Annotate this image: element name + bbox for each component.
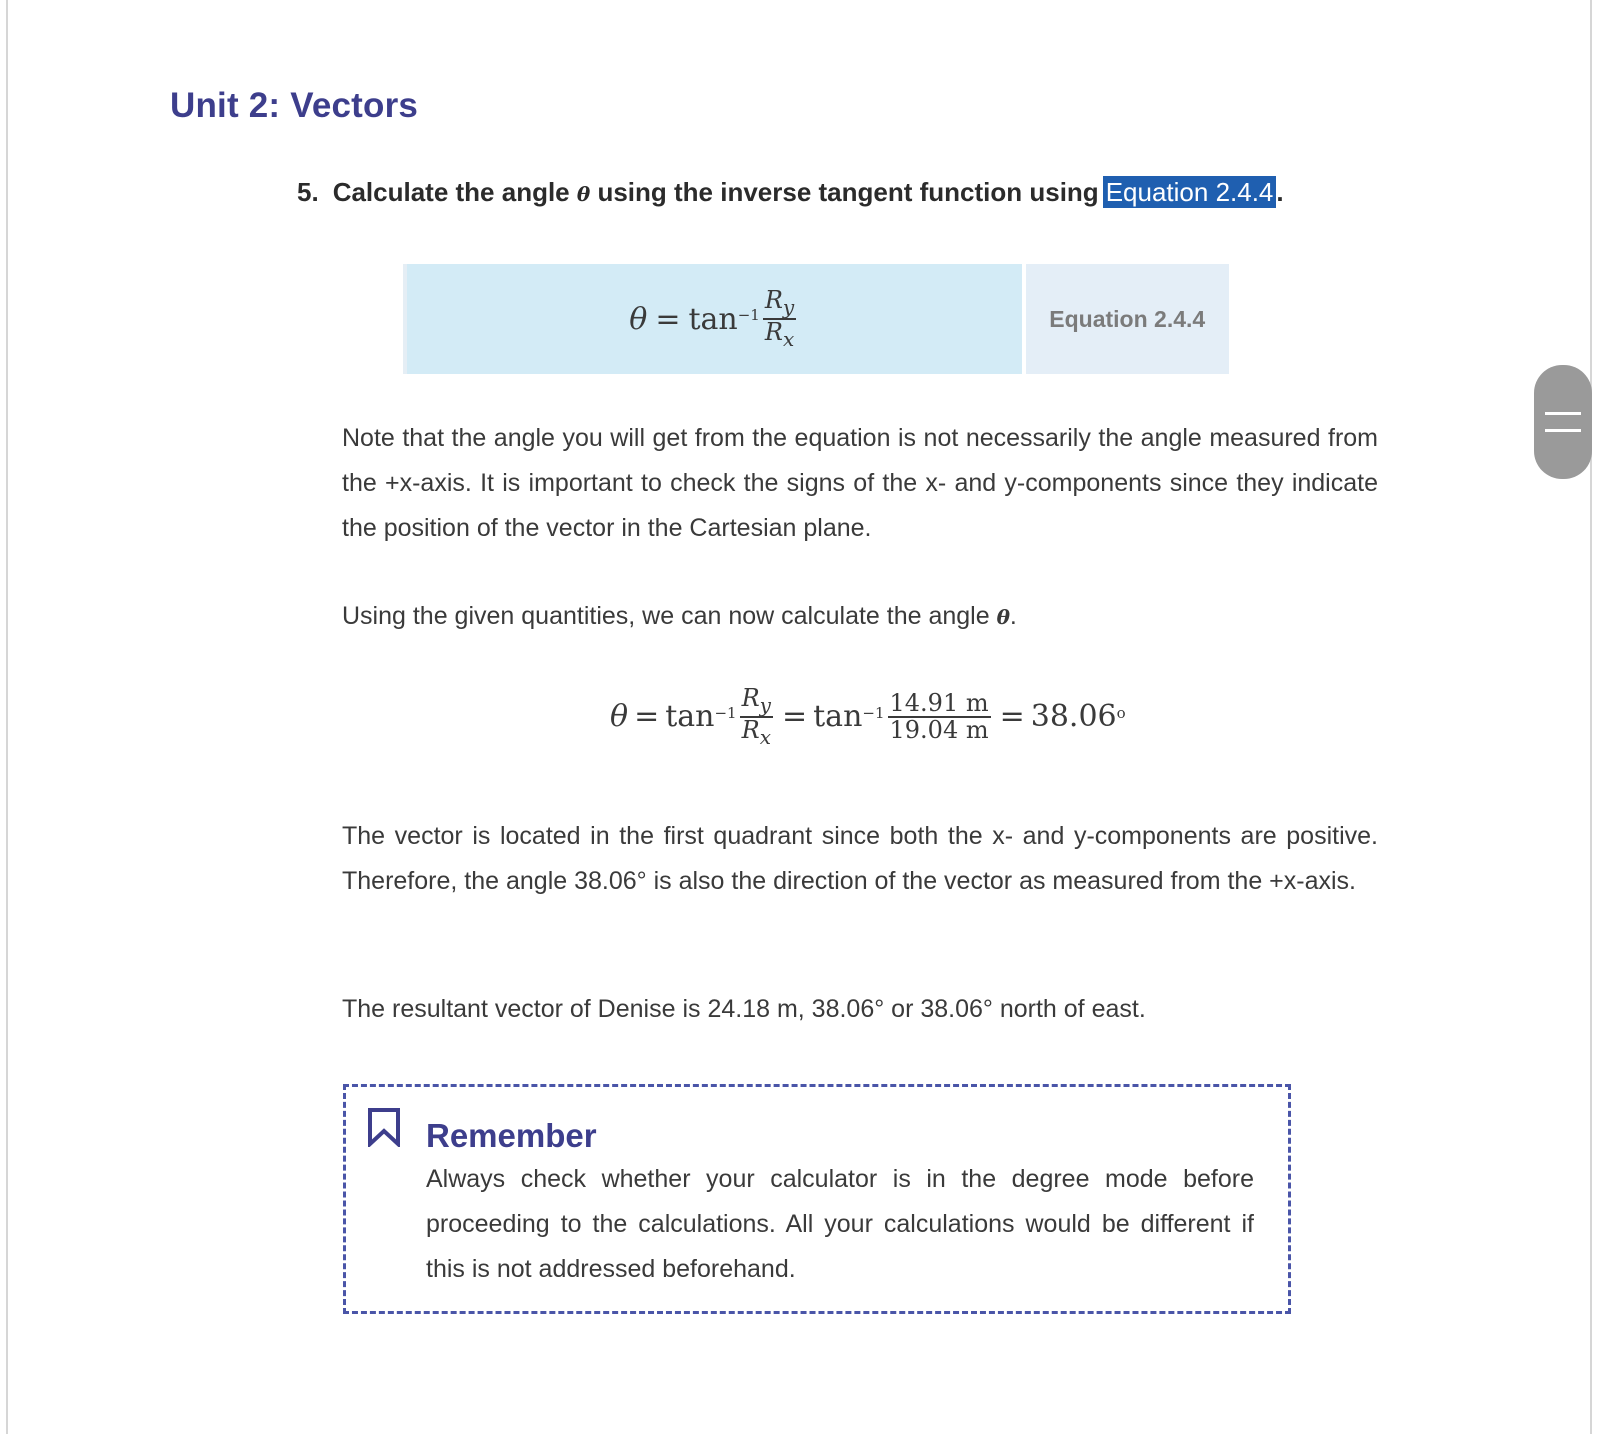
using-theta: θ bbox=[996, 605, 1010, 629]
calc-den-value: 19.04 m bbox=[889, 715, 989, 744]
step-number: 5. bbox=[297, 177, 319, 207]
calc-func-2: tan bbox=[813, 699, 863, 735]
eq-denominator-sub: x bbox=[782, 326, 795, 351]
calc-equals-1: = bbox=[634, 699, 660, 735]
calc-den-symbol: R bbox=[741, 715, 760, 744]
calc-degree: o bbox=[1116, 703, 1126, 722]
eq-fraction bbox=[763, 288, 796, 350]
calc-result: 38.06 bbox=[1030, 699, 1117, 735]
resultant-paragraph: The resultant vector of Denise is 24.18 m, 38.06° or 38.06° north of east. bbox=[342, 995, 1146, 1023]
remember-title: Remember bbox=[426, 1117, 597, 1154]
eq-func: tan bbox=[688, 301, 738, 337]
equation-cell bbox=[403, 264, 1022, 374]
eq-denominator: R bbox=[764, 318, 783, 346]
scroll-handle-icon[interactable] bbox=[1534, 365, 1592, 479]
step-text-after: using the inverse tangent function using bbox=[590, 177, 1099, 207]
step-5-heading: 5. Calculate the angle θ using the inverse tangent function using Equation 2.4.4 . bbox=[297, 177, 1284, 207]
quadrant-paragraph: The vector is located in the first quadrant since both the x- and y-components are positive. Therefore, the angle 38.06° is also the direction of the vector as measured from the +x-axis. bbox=[342, 822, 1378, 895]
step-text-before: Calculate the angle bbox=[332, 177, 577, 207]
calc-den-sub: x bbox=[759, 724, 771, 749]
calc-num-sub: y bbox=[759, 692, 771, 717]
calc-equals-3: = bbox=[999, 699, 1025, 735]
calc-exponent-1: −1 bbox=[714, 703, 737, 722]
equation-link[interactable]: Equation 2.4.4 bbox=[1103, 176, 1277, 208]
equation-formula bbox=[629, 288, 799, 350]
calc-num-symbol: R bbox=[741, 684, 760, 712]
scroll-handle-bars bbox=[1545, 412, 1581, 432]
calculation-formula bbox=[610, 686, 1126, 748]
eq-equals: = bbox=[655, 301, 681, 337]
using-period: . bbox=[1009, 602, 1017, 630]
calc-equals-2: = bbox=[781, 699, 808, 735]
remember-body: Always check whether your calculator is in the degree mode before proceeding to the calculations. All your calculations would be different if this is not addressed beforehand. bbox=[426, 1165, 1254, 1283]
calc-num-value: 14.91 m bbox=[889, 688, 989, 717]
eq-numerator-sub: y bbox=[782, 295, 795, 319]
bookmark-icon bbox=[366, 1107, 402, 1147]
calc-fraction-values bbox=[888, 688, 991, 744]
eq-exponent: −1 bbox=[737, 306, 760, 324]
eq-lhs: θ bbox=[629, 301, 648, 337]
step-theta: θ bbox=[576, 182, 591, 206]
calc-exponent-2: −1 bbox=[862, 703, 885, 722]
calc-func-1: tan bbox=[665, 699, 715, 735]
equation-label: Equation 2.4.4 bbox=[1026, 264, 1230, 374]
calc-fraction-symbolic bbox=[740, 686, 773, 748]
note-paragraph: Note that the angle you will get from the equation is not necessarily the angle measured from the +x-axis. It is important to check the signs of the x- and y-components since they indicate the position of the vector in the Cartesian plane. bbox=[342, 424, 1378, 542]
using-paragraph bbox=[342, 594, 1378, 640]
page-border-left bbox=[6, 0, 8, 1434]
eq-numerator: R bbox=[764, 286, 783, 315]
page-border-right bbox=[1590, 0, 1592, 1434]
remember-box bbox=[343, 1084, 1291, 1314]
using-text: Using the given quantities, we can now calculate the angle bbox=[342, 602, 997, 630]
unit-title: Unit 2: Vectors bbox=[170, 86, 419, 125]
calc-lhs: θ bbox=[610, 699, 629, 735]
equation-table bbox=[403, 264, 1229, 374]
